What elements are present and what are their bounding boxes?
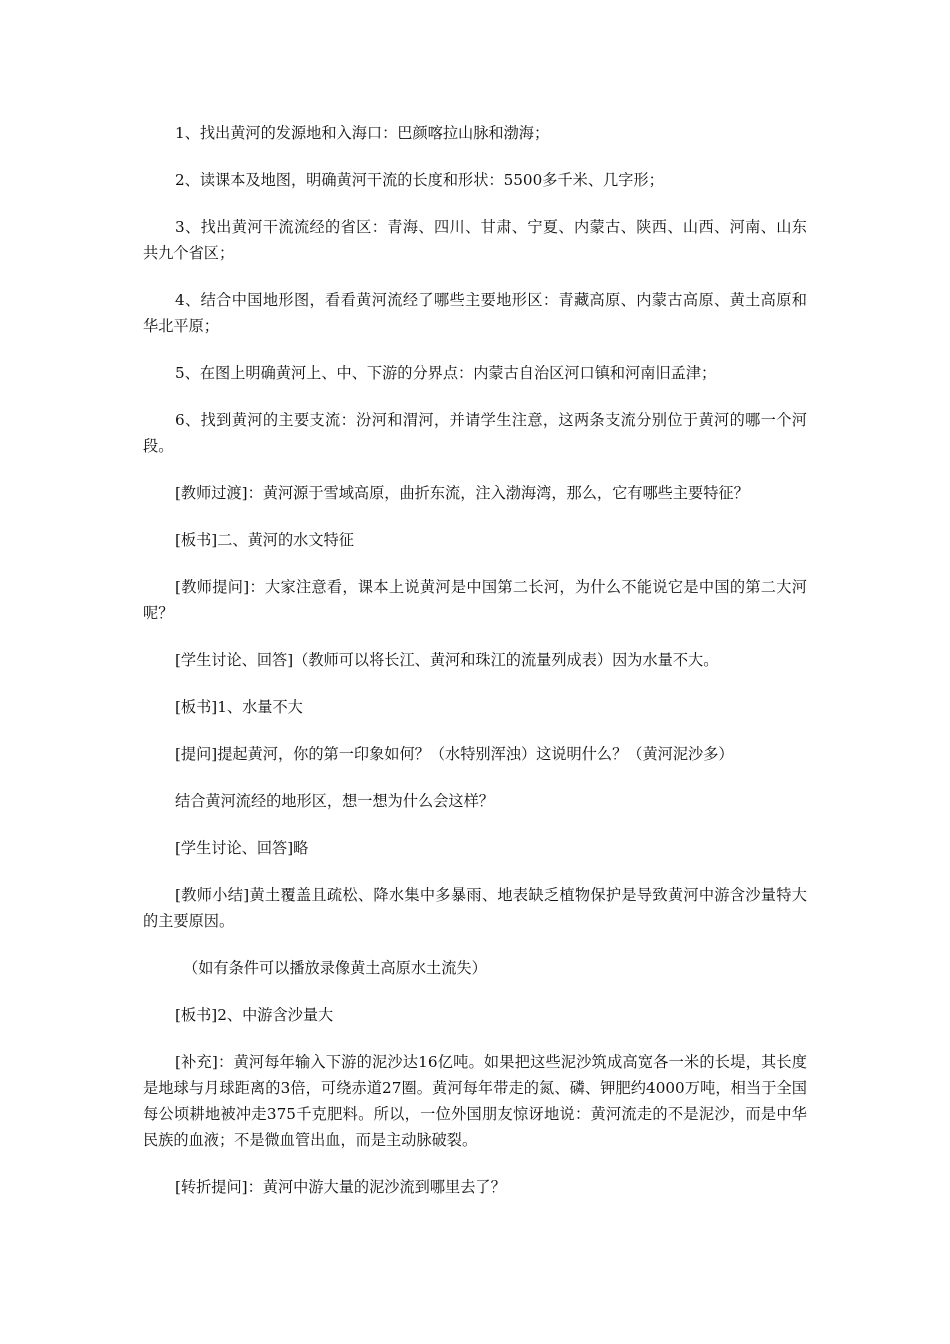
paragraph-teacher-transition: [教师过渡]：黄河源于雪域高原，曲折东流，注入渤海湾，那么，它有哪些主要特征？ (175, 484, 749, 502)
paragraph-length-shape: 2、读课本及地图，明确黄河干流的长度和形状：5500多千米、几字形； (175, 171, 664, 189)
paragraph-tributaries: 6、找到黄河的主要支流：汾河和渭河，并请学生注意，这两条支流分别位于黄河的哪一个河段。 (143, 411, 807, 455)
paragraph-terrain: 4、结合中国地形图，看看黄河流经了哪些主要地形区：青藏高原、内蒙古高原、黄土高原和华北平原； (143, 291, 807, 335)
paragraph-video-note: （如有条件可以播放录像黄土高原水土流失） (183, 959, 487, 977)
paragraph-student-discussion: [学生讨论、回答]（教师可以将长江、黄河和珠江的流量列成表）因为水量不大。 (175, 651, 719, 669)
paragraph-student-answer: [学生讨论、回答]略 (175, 839, 309, 857)
paragraph-board-hydrology: [板书]二、黄河的水文特征 (175, 531, 354, 549)
paragraph-question-impression: [提问]提起黄河，你的第一印象如何？（水特别浑浊）这说明什么？（黄河泥沙多） (175, 745, 734, 763)
paragraph-board-water-volume: [板书]1、水量不大 (175, 698, 303, 716)
paragraph-board-sediment: [板书]2、中游含沙量大 (175, 1006, 334, 1024)
paragraph-teacher-summary: [教师小结]黄土覆盖且疏松、降水集中多暴雨、地表缺乏植物保护是导致黄河中游含沙量特大的主要原因。 (143, 886, 807, 930)
paragraph-supplement: [补充]：黄河每年输入下游的泥沙达16亿吨。如果把这些泥沙筑成高宽各一米的长堤，其长度是地球与月球距离的3倍，可绕赤道27圈。黄河每年带走的氮、磷、钾肥约4000万吨，相当于全国每公顷耕地被冲走375千克肥料。所以，一位外国朋友惊讶地说：黄河流走的不是泥沙，而是中华民族的血液；不是微血管出血，而是主动脉破裂。 (143, 1053, 807, 1149)
paragraph-think: 结合黄河流经的地形区，想一想为什么会这样？ (175, 792, 494, 810)
paragraph-teacher-question: [教师提问]：大家注意看，课本上说黄河是中国第二长河，为什么不能说它是中国的第二大河呢？ (143, 578, 807, 622)
paragraph-provinces: 3、找出黄河干流流经的省区：青海、四川、甘肃、宁夏、内蒙古、陕西、山西、河南、山东共九个省区； (143, 218, 807, 262)
paragraph-source-mouth: 1、找出黄河的发源地和入海口：巴颜喀拉山脉和渤海； (175, 124, 550, 142)
paragraph-boundaries: 5、在图上明确黄河上、中、下游的分界点：内蒙古自治区河口镇和河南旧孟津； (175, 364, 717, 382)
paragraph-turning-question: [转折提问]：黄河中游大量的泥沙流到哪里去了？ (175, 1178, 506, 1196)
